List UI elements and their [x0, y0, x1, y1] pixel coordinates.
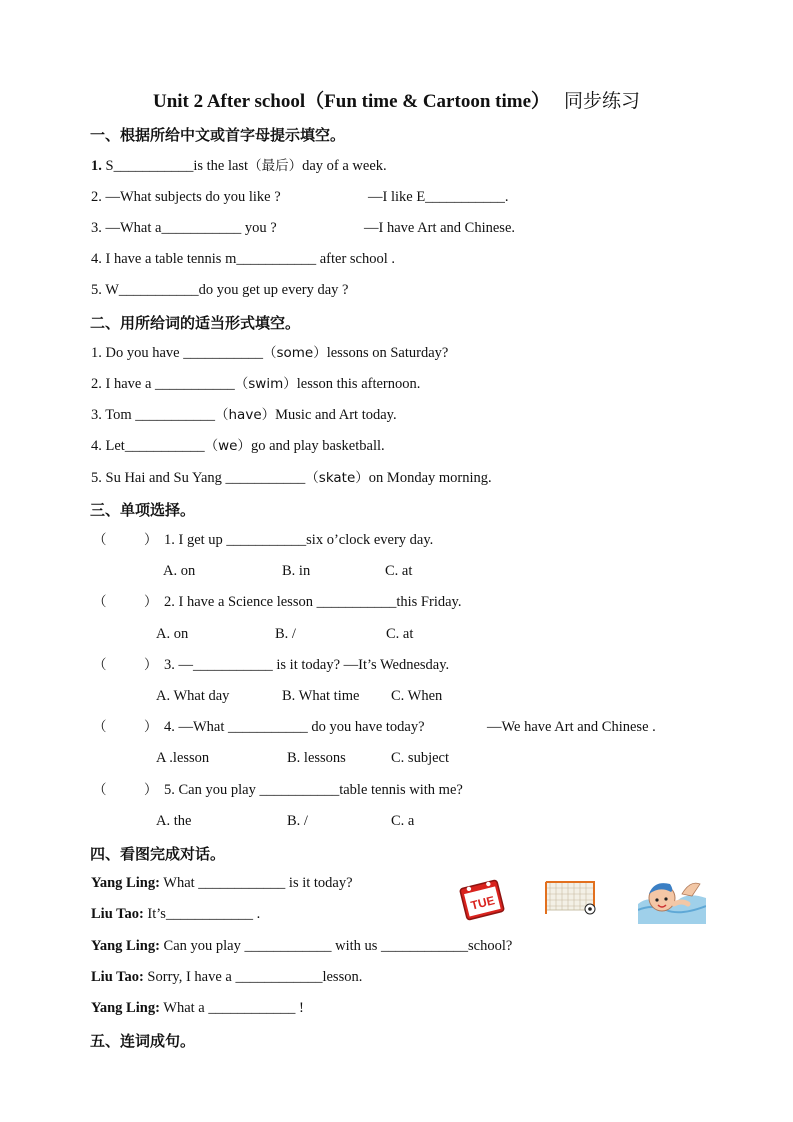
s2-q5: 5. Su Hai and Su Yang ___________（skate）on Monday morning.	[91, 470, 492, 486]
s3-q2-b: B. /	[275, 626, 296, 642]
s1-q4: 4. I have a table tennis m___________ after school .	[91, 251, 396, 267]
s3-q2-c: C. at	[386, 626, 414, 642]
s3-q3-paren-close: ）	[144, 657, 158, 673]
s1-q2: 2. —What subjects do you like ?	[91, 189, 281, 205]
s3-q5-paren-close: ）	[144, 782, 158, 798]
section-4-heading: 四、看图完成对话。	[90, 845, 226, 863]
s2-q2: 2. I have a ___________（swim）lesson this afternoon.	[91, 376, 421, 392]
section-3-heading: 三、单项选择。	[90, 501, 196, 519]
s3-q4-c: C. subject	[391, 750, 449, 766]
s1-q3: 3. —What a___________ you ?	[91, 220, 277, 236]
s3-q4-stem: 4. —What ___________ do you have today?	[164, 719, 425, 735]
s3-q1-b: B. in	[282, 563, 311, 579]
s3-q3-c: C. When	[391, 688, 443, 704]
title-cn: 同步练习	[564, 90, 641, 112]
s3-q1-stem: 1. I get up ___________six o’clock every day.	[164, 532, 434, 548]
s3-q1-a: A. on	[163, 563, 196, 579]
s3-q5-b: B. /	[287, 813, 308, 829]
s3-q2-stem: 2. I have a Science lesson ___________this Friday.	[164, 594, 462, 610]
s3-q1-c: C. at	[385, 563, 413, 579]
s1-q3-answer: —I have Art and Chinese.	[364, 220, 516, 236]
s1-q5: 5. W___________do you get up every day ?	[91, 282, 349, 298]
s3-q2-a: A. on	[156, 626, 189, 642]
s3-q3-paren-open: （	[93, 657, 107, 673]
s3-q2-paren-open: （	[93, 594, 107, 610]
s3-q4-stem-answer: —We have Art and Chinese .	[487, 719, 656, 735]
s3-q5-c: C. a	[391, 813, 415, 829]
s3-q5-a: A. the	[156, 813, 192, 829]
s1-q2-answer: —I like E___________.	[368, 189, 509, 205]
s4-line-2: Liu Tao: It’s____________ .	[91, 906, 261, 922]
section-2-heading: 二、用所给词的适当形式填空。	[90, 314, 301, 332]
s3-q3-b: B. What time	[282, 688, 360, 704]
s3-q1-paren-close: ）	[144, 532, 158, 548]
football-goal-icon	[544, 878, 600, 918]
s4-line-5: Yang Ling: What a ____________ !	[91, 1000, 304, 1016]
s3-q3-stem: 3. —___________ is it today? —It’s Wednesday.	[164, 657, 450, 673]
worksheet-title: Unit 2 After school（Fun time & Cartoon time） 同步练习	[152, 90, 641, 112]
s3-q5-stem: 5. Can you play ___________table tennis with me?	[164, 782, 463, 798]
s2-q3: 3. Tom ___________（have）Music and Art today.	[91, 407, 397, 423]
calendar-text: TUE	[469, 893, 497, 913]
s4-line-1: Yang Ling: What ____________ is it today?	[91, 875, 353, 891]
section-1-heading: 一、根据所给中文或首字母提示填空。	[90, 126, 346, 144]
s3-q3-a: A. What day	[156, 688, 230, 704]
s3-q5-paren-open: （	[93, 782, 107, 798]
s3-q4-b: B. lessons	[287, 750, 346, 766]
s2-q1: 1. Do you have ___________（some）lessons on Saturday?	[91, 345, 449, 361]
swimming-boy-icon	[638, 874, 706, 924]
s3-q4-paren-open: （	[93, 719, 107, 735]
section-5-heading: 五、连词成句。	[90, 1032, 196, 1050]
s1-q1: 1. S___________is the last（最后）day of a week.	[91, 158, 387, 174]
s3-q4-a: A .lesson	[156, 750, 210, 766]
calendar-icon	[456, 876, 508, 924]
s3-q1-paren-open: （	[93, 532, 107, 548]
s3-q4-paren-close: ）	[144, 719, 158, 735]
s4-line-4: Liu Tao: Sorry, I have a ____________lesson.	[91, 969, 363, 985]
s3-q2-paren-close: ）	[144, 594, 158, 610]
s4-line-3: Yang Ling: Can you play ____________ with us ____________school?	[91, 938, 513, 954]
s2-q4: 4. Let___________（we）go and play basketball.	[91, 438, 385, 454]
